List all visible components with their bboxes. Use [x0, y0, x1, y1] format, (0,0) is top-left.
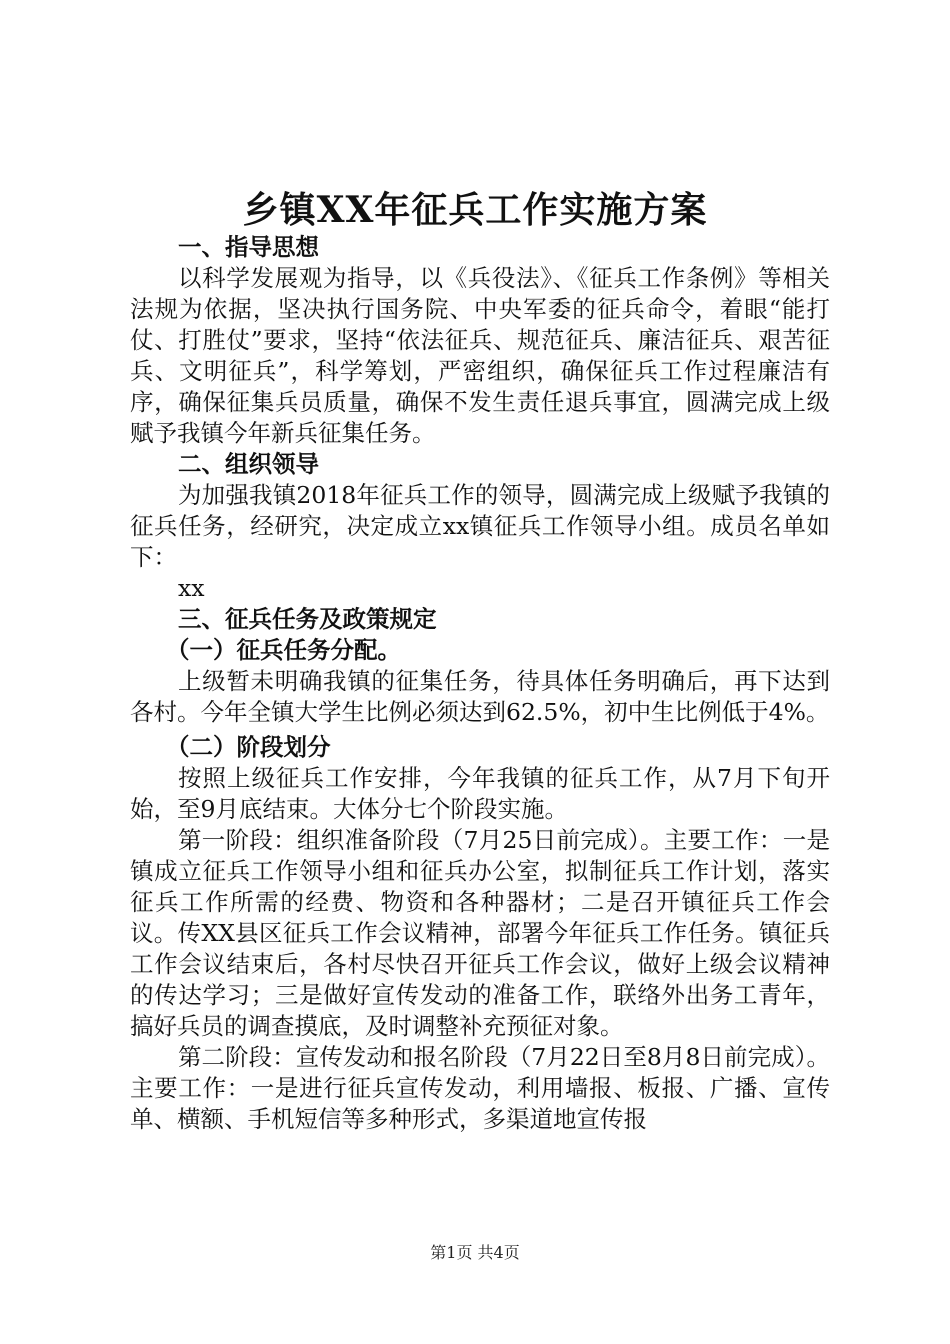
section-heading-guiding-ideology: 一、指导思想: [178, 233, 319, 261]
page-number-footer: 第1页 共4页: [430, 1243, 520, 1262]
paragraph-task-allocation: 上级暂未明确我镇的征集任务，待具体任务明确后，再下达到各村。今年全镇大学生比例必须达到62.5%，初中生比例低于4%。: [130, 667, 830, 726]
paragraph-member-list: xx: [178, 574, 205, 602]
document-title: 乡镇XX年征兵工作实施方案: [242, 189, 708, 231]
subsection-heading-task-allocation: （一）征兵任务分配。: [166, 636, 401, 664]
paragraph-stage-overview: 按照上级征兵工作安排，今年我镇的征兵工作，从7月下旬开始，至9月底结束。大体分七个阶段实施。: [130, 764, 830, 823]
paragraph-guiding-ideology: 以科学发展观为指导，以《兵役法》、《征兵工作条例》等相关法规为依据，坚决执行国务院、中央军委的征兵命令，着眼“能打仗、打胜仗”要求，坚持“依法征兵、规范征兵、廉洁征兵、艰苦征兵、文明征兵”，科学筹划，严密组织，确保征兵工作过程廉洁有序，确保征集兵员质量，确保不发生责任退兵事宜，圆满完成上级赋予我镇今年新兵征集任务。: [130, 264, 830, 447]
section-heading-tasks-policies: 三、征兵任务及政策规定: [178, 605, 437, 633]
section-heading-organization: 二、组织领导: [178, 450, 319, 478]
document-body: [130, 232, 830, 1135]
subsection-heading-stage-division: （二）阶段划分: [166, 733, 331, 761]
paragraph-organization: 为加强我镇2018年征兵工作的领导，圆满完成上级赋予我镇的征兵任务，经研究，决定成立xx镇征兵工作领导小组。成员名单如下：: [130, 481, 830, 571]
paragraph-stage-two: 第二阶段：宣传发动和报名阶段（7月22日至8月8日前完成）。主要工作：一是进行征兵宣传发动，利用墙报、板报、广播、宣传单、横额、手机短信等多种形式，多渠道地宣传报: [130, 1043, 830, 1133]
paragraph-stage-one: 第一阶段：组织准备阶段（7月25日前完成）。主要工作：一是镇成立征兵工作领导小组和征兵办公室，拟制征兵工作计划，落实征兵工作所需的经费、物资和各种器材；二是召开镇征兵工作会议。传XX县区征兵工作会议精神，部署今年征兵工作任务。镇征兵工作会议结束后，各村尽快召开征兵工作会议，做好上级会议精神的传达学习；三是做好宣传发动的准备工作，联络外出务工青年，搞好兵员的调查摸底，及时调整补充预征对象。: [130, 826, 830, 1040]
